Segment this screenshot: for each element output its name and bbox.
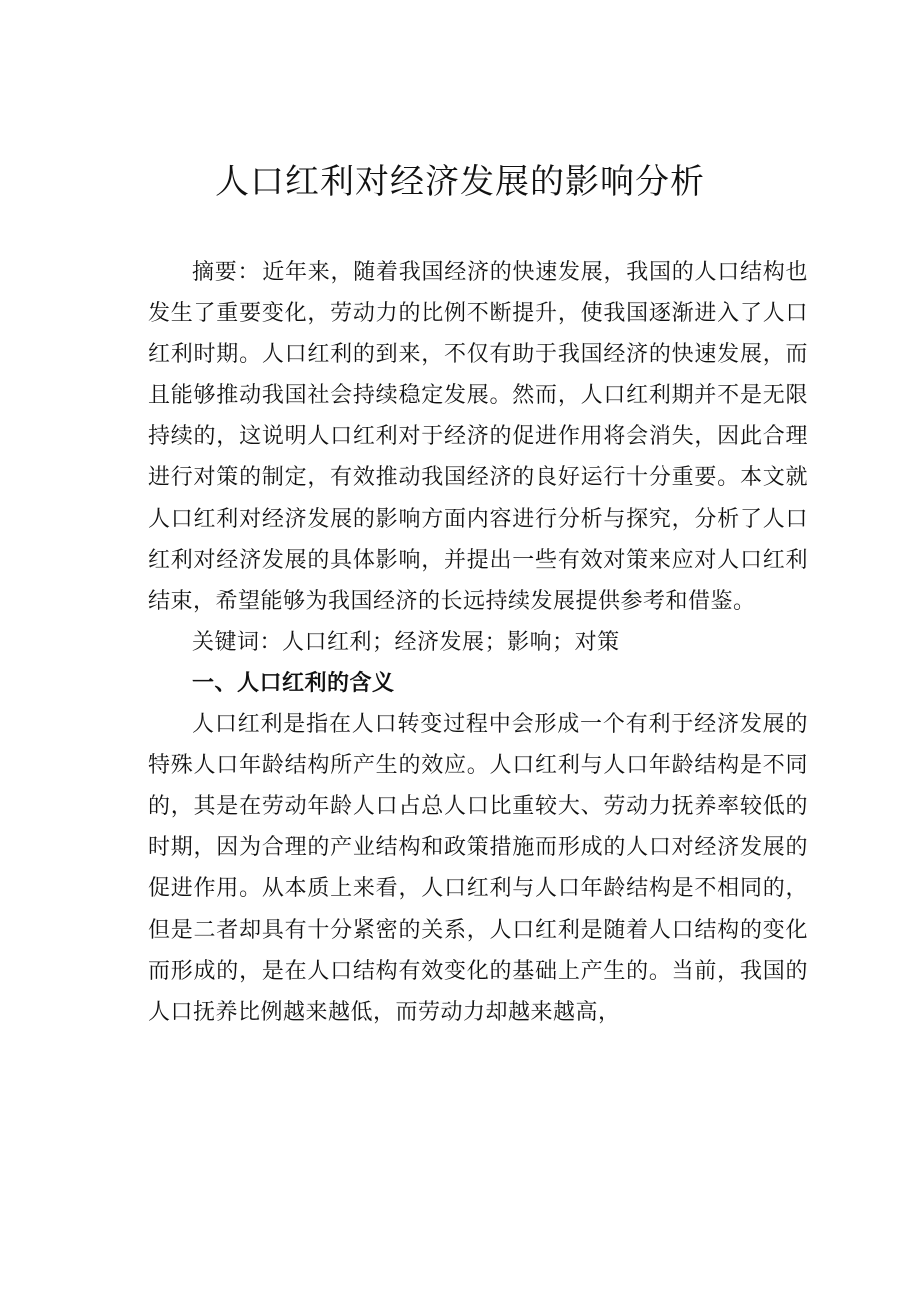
document-title: 人口红利对经济发展的影响分析: [215, 162, 705, 202]
abstract-paragraph: [148, 252, 808, 622]
keywords-line: [148, 622, 808, 663]
document-body: [148, 252, 808, 1033]
keyword-separator: ；: [484, 629, 508, 655]
section-heading: 一、人口红利的含义: [192, 670, 395, 696]
keyword-item: 人口红利: [282, 629, 373, 655]
abstract-label: 摘要：: [192, 260, 261, 285]
keyword-item: 对策: [574, 629, 620, 655]
keywords-label: 关键词：: [192, 629, 283, 655]
keyword-separator: ；: [552, 629, 575, 655]
abstract-text: 近年来，随着我国经济的快速发展，我国的人口结构也发生了重要变化，劳动力的比例不断提升，使我国逐渐进入了人口红利时期。人口红利的到来，不仅有助于我国经济的快速发展，而且能够推动我国社会持续稳定发展。然而，人口红利期并不是无限持续的，这说明人口红利对于经济的促进作用将会消失，因此合理进行对策的制定，有效推动我国经济的良好运行十分重要。本文就人口红利对经济发展的影响方面内容进行分析与探究，分析了人口红利对经济发展的具体影响，并提出一些有效对策来应对人口红利结束，希望能够为我国经济的长远持续发展提供参考和借鉴。: [148, 260, 808, 614]
keyword-item: 经济发展: [394, 629, 485, 655]
keyword-separator: ；: [372, 629, 395, 655]
keyword-item: 影响: [507, 629, 553, 655]
section-paragraph: 人口红利是指在人口转变过程中会形成一个有利于经济发展的特殊人口年龄结构所产生的效应。人口红利与人口年龄结构是不同的，其是在劳动年龄人口占总人口比重较大、劳动力抚养率较低的时期，因为合理的产业结构和政策措施而形成的人口对经济发展的促进作用。从本质上来看，人口红利与人口年龄结构是不相同的，但是二者却具有十分紧密的关系，人口红利是随着人口结构的变化而形成的，是在人口结构有效变化的基础上产生的。当前，我国的人口抚养比例越来越低，而劳动力却越来越高，: [148, 712, 808, 1025]
